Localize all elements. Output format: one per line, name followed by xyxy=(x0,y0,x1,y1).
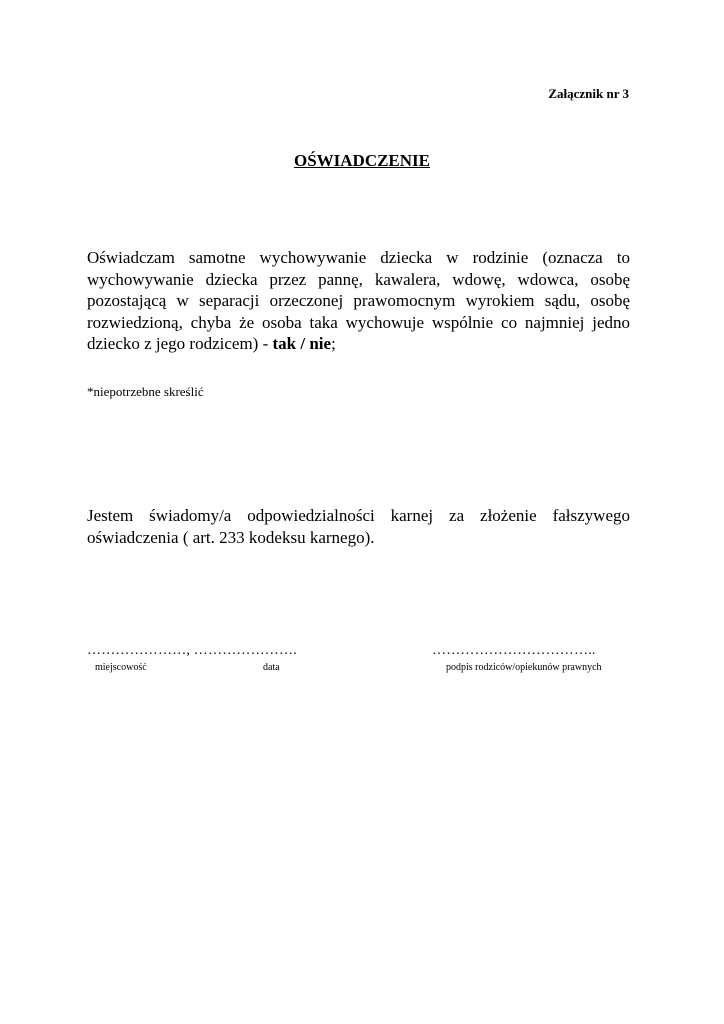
signature-caption: podpis rodziców/opiekunów prawnych xyxy=(446,662,602,673)
declaration-choice: tak / nie xyxy=(272,334,332,353)
place-date-dots: …………………, …………………. xyxy=(87,643,297,658)
date-caption: data xyxy=(263,662,280,673)
attachment-label: Załącznik nr 3 xyxy=(548,86,629,101)
liability-paragraph: Jestem świadomy/a odpowiedzialności karnej za złożenie fałszywego oświadczenia ( art. 233 kodeksu karnego). xyxy=(87,506,630,547)
strike-out-note: *niepotrzebne skreślić xyxy=(87,384,204,399)
place-caption: miejscowość xyxy=(95,662,147,673)
document-title: OŚWIADCZENIE xyxy=(293,151,431,170)
declaration-paragraph xyxy=(87,247,630,355)
declaration-end: ; xyxy=(331,334,336,353)
declaration-text: Oświadczam samotne wychowywanie dziecka w rodzinie (oznacza to wychowywanie dziecka przez pannę, kawalera, wdowę, wdowca, osobę pozostającą w separacji orzeczonej prawomocnym wyrokiem sądu, osobę rozwiedzioną, chyba że osoba taka wychowuje wspólnie co najmniej jedno dziecko z jego rodzicem) - xyxy=(87,248,630,353)
signature-dots: …………………………….. xyxy=(432,643,596,658)
